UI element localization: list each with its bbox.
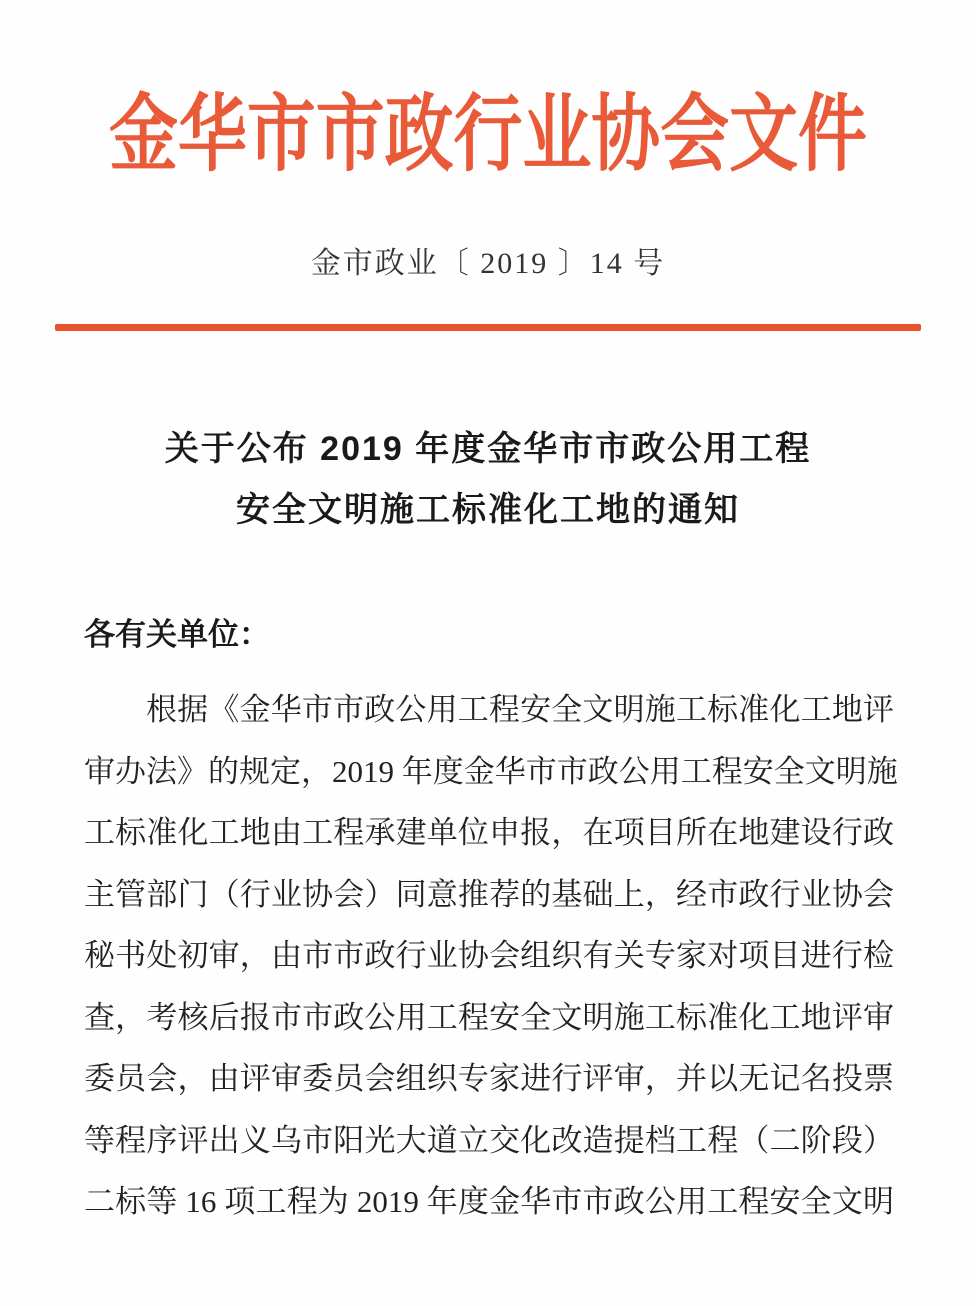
body-line: 等程序评出义乌市阳光大道立交化改造提档工程（二阶段） — [84, 1122, 894, 1158]
body-line: 工标准化工地由工程承建单位申报，在项目所在地建设行政 — [84, 815, 894, 850]
document-reference-number: 金市政业〔 2019 〕14 号 — [310, 247, 666, 280]
body-line: 审办法》的规定，2019 年度金华市市政公用工程安全文明施 — [84, 753, 898, 789]
notice-heading-line1: 关于公布 2019 年度金华市市政公用工程 — [164, 430, 812, 468]
body-line: 查，考核后报市市政公用工程安全文明施工标准化工地评审 — [84, 999, 894, 1035]
red-separator-rule — [55, 324, 921, 331]
body-line: 主管部门（行业协会）同意推荐的基础上，经市政行业协会 — [84, 876, 894, 912]
body-line: 根据《金华市市政公用工程安全文明施工标准化工地评 — [146, 692, 894, 727]
body-line: 委员会，由评审委员会组织专家进行评审，并以无记名投票 — [84, 1061, 894, 1096]
notice-heading — [0, 419, 976, 541]
salutation: 各有关单位： — [84, 617, 270, 652]
body-line: 二标等 16 项工程为 2019 年度金华市市政公用工程安全文明 — [84, 1184, 894, 1219]
notice-heading-line2: 安全文明施工标准化工地的通知 — [236, 491, 740, 529]
notice-body-paragraph — [84, 679, 898, 1233]
document-masthead-title: 金华市市政行业协会文件 — [109, 89, 867, 182]
body-line: 秘书处初审，由市市政行业协会组织有关专家对项目进行检 — [84, 938, 894, 973]
